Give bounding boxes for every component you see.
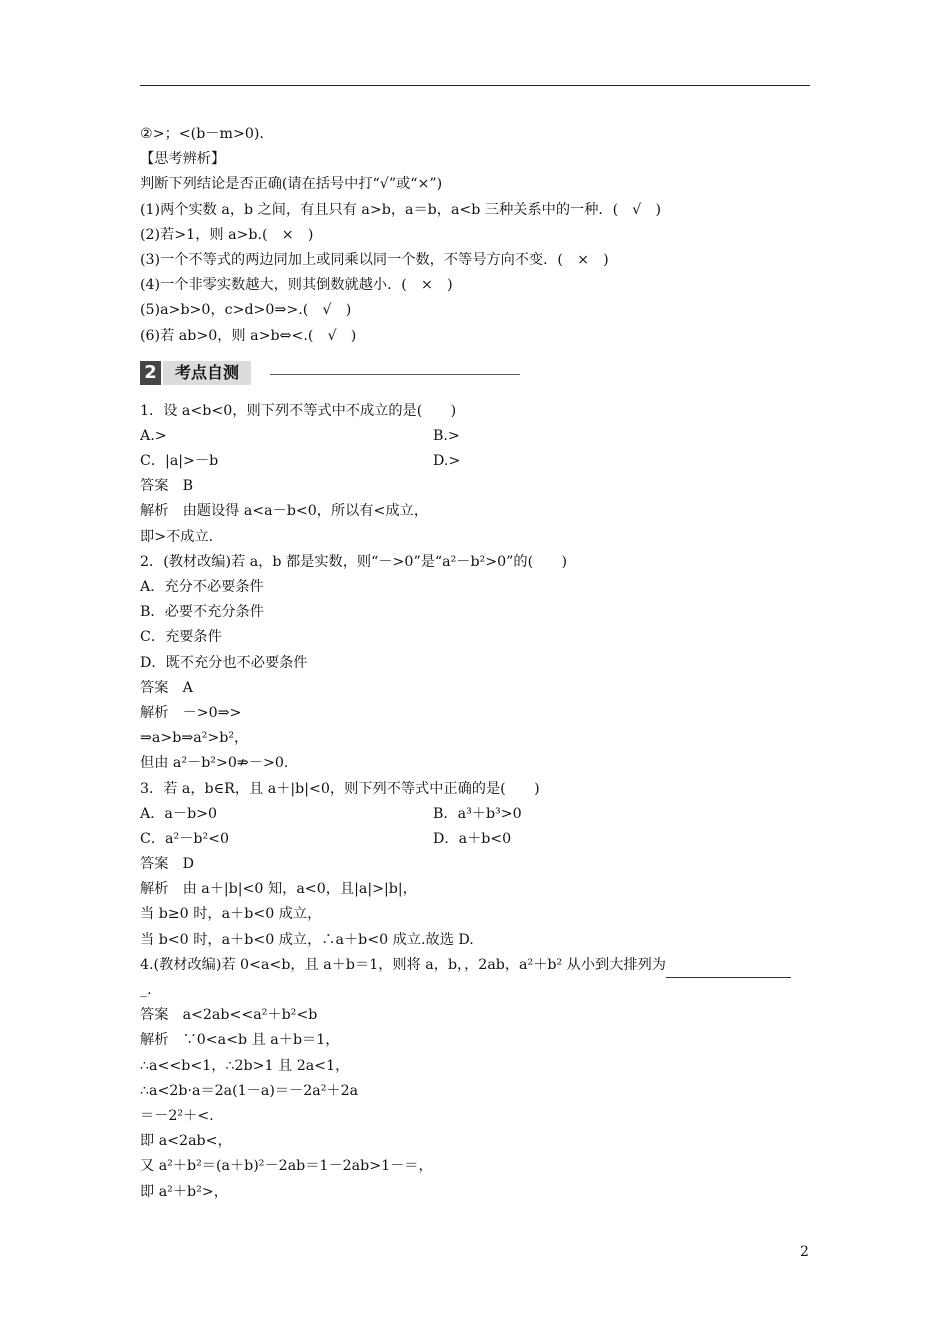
option-c: C．|a|>－b: [140, 453, 219, 470]
question-2-stem: 2．(教材改编)若 a，b 都是实数，则“－>0”是“a²－b²>0”的( ): [140, 553, 568, 570]
question-4-analysis: 即 a²＋b²>，: [140, 1183, 228, 1200]
judgement-item-5: (5)a>b>0，c>d>0⇒>.( √ ): [140, 302, 352, 319]
subsection-heading: 【思考辨析】: [140, 151, 226, 168]
question-2-answer: 答案 A: [140, 679, 193, 696]
judgement-item-2: (2)若>1，则 a>b.( × ): [140, 226, 314, 243]
page-number: 2: [800, 1244, 809, 1260]
question-2-analysis: 但由 a²－b²>0⇏－>0.: [140, 755, 289, 772]
option-c: C．a²－b²<0: [140, 830, 230, 847]
option-d: D.>: [433, 453, 461, 470]
question-4-analysis: 解析 ∵0<a<b 且 a＋b＝1，: [140, 1032, 340, 1049]
judgement-item-1: (1)两个实数 a，b 之间，有且只有 a>b，a＝b，a<b 三种关系中的一种．( √ ): [140, 201, 662, 218]
option-b: B.>: [433, 427, 460, 444]
header-rule: [140, 85, 810, 86]
question-4-analysis: ＝－2²＋<.: [140, 1107, 214, 1124]
option-a: A．充分不必要条件: [140, 579, 264, 595]
question-2-analysis: 解析 －>0⇒>: [140, 704, 242, 721]
page-content: [140, 122, 810, 1205]
question-3-answer: 答案 D: [140, 856, 194, 873]
question-1-analysis: 解析 由题设得 a<a－b<0，所以有<成立，: [140, 503, 429, 520]
option-a: A．a－b>0: [140, 805, 218, 822]
question-3-analysis: 解析 由 a＋|b|<0 知，a<0，且|a|>|b|，: [140, 881, 417, 898]
answer-blank: [666, 961, 791, 978]
option-d: D．a＋b<0: [433, 830, 512, 847]
option-c: C．充要条件: [140, 629, 222, 646]
question-1-answer: 答案 B: [140, 478, 193, 495]
question-3-options-row-1: [140, 802, 810, 827]
section-number: 2: [140, 361, 161, 385]
section-rule: [270, 374, 520, 375]
question-1-analysis: 即>不成立.: [140, 528, 214, 545]
text-line: ②>；<(b－m>0)．: [140, 126, 274, 142]
question-3-analysis: 当 b<0 时，a＋b<0 成立，∴a＋b<0 成立.故选 D.: [140, 931, 474, 948]
option-d: D．既不充分也不必要条件: [140, 654, 308, 671]
section-title: 考点自测: [163, 361, 251, 385]
question-4-answer: 答案 a<2ab<<a²＋b²<b: [140, 1007, 318, 1024]
section-header: [140, 355, 810, 395]
question-4-analysis: ∴a<<b<1，∴2b>1 且 2a<1，: [140, 1057, 350, 1074]
instruction-line: 判断下列结论是否正确(请在括号中打“√”或“×”): [140, 176, 443, 193]
question-3-stem: 3．若 a，b∈R，且 a＋|b|<0，则下列不等式中正确的是( ): [140, 780, 540, 797]
question-4-stem: [140, 953, 810, 978]
option-b: B．必要不充分条件: [140, 604, 264, 621]
question-4-stem-cont: _.: [140, 982, 152, 998]
question-3-options-row-2: [140, 827, 810, 852]
option-a: A.>: [140, 427, 167, 444]
question-4-stem-text: 4.(教材改编)若 0<a<b，且 a＋b＝1，则将 a，b，，2ab，a²＋b² 从小到大排列为: [140, 956, 666, 973]
judgement-item-4: (4)一个非零实数越大，则其倒数就越小．( × ): [140, 277, 453, 294]
question-1-options-row-2: [140, 449, 810, 474]
question-1-options-row-1: [140, 424, 810, 449]
question-4-analysis: 即 a<2ab<，: [140, 1133, 232, 1150]
question-4-analysis: 又 a²＋b²＝(a＋b)²－2ab＝1－2ab>1－＝，: [140, 1158, 433, 1175]
option-b: B．a³＋b³>0: [433, 805, 522, 822]
question-2-analysis: ⇒a>b⇒a²>b²，: [140, 730, 249, 747]
judgement-item-6: (6)若 ab>0，则 a>b⇔<.( √ ): [140, 327, 357, 344]
judgement-item-3: (3)一个不等式的两边同加上或同乘以同一个数，不等号方向不变．( × ): [140, 251, 609, 268]
question-4-analysis: ∴a<2b·a＝2a(1－a)＝－2a²＋2a: [140, 1082, 359, 1099]
question-3-analysis: 当 b≥0 时，a＋b<0 成立，: [140, 906, 322, 923]
question-1-stem: 1．设 a<b<0，则下列不等式中不成立的是( ): [140, 402, 457, 419]
